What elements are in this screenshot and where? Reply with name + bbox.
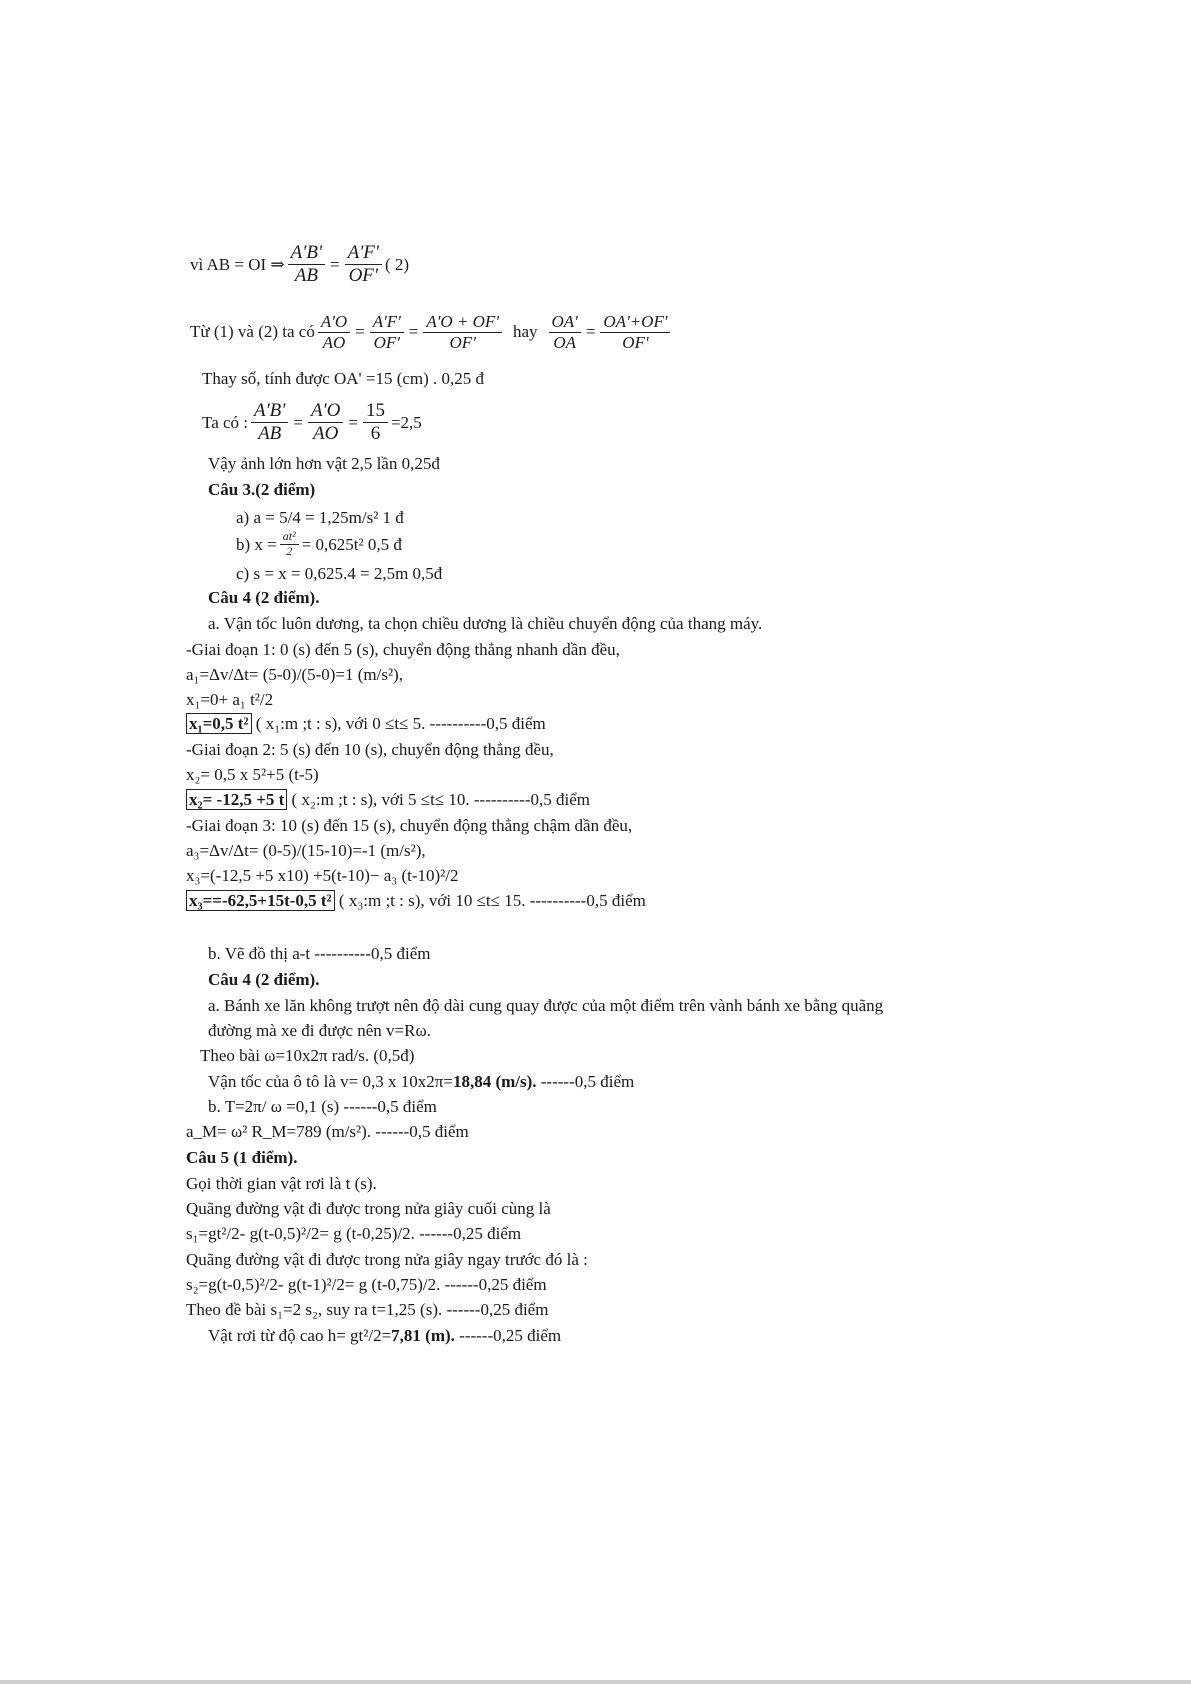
fraction	[549, 312, 581, 352]
text-line-22	[186, 891, 646, 911]
text-part: ------0,25 điểm	[454, 1326, 562, 1345]
equals-sign: =	[330, 254, 340, 274]
equals-sign: =	[348, 412, 358, 432]
text-line-34: s₁=gt²/2- g(t-0,5)²/2= g (t-0,25)/2. ------0,25 điểm	[186, 1224, 522, 1243]
bold-result: 18,84 (m/s).	[452, 1072, 537, 1091]
page-bottom-edge	[0, 1680, 1191, 1684]
fraction	[308, 400, 343, 445]
section-heading-cau-4-b: Câu 4 (2 điểm).	[208, 970, 320, 989]
eq-line-2	[190, 312, 673, 352]
numerator: OA'+OF'	[600, 312, 670, 333]
text-line-37: Theo đề bài s₁=2 s₂, suy ra t=1,25 (s). ------0,25 điểm	[186, 1300, 549, 1319]
text-part: Vật rơi từ độ cao h= gt²/2=	[208, 1326, 392, 1345]
denominator: OF'	[449, 332, 476, 352]
eq-prefix: b) x =	[236, 534, 277, 554]
text-line-29: b. T=2π/ ω =0,1 (s) ------0,5 điểm	[208, 1097, 437, 1116]
text-line-9: c) s = x = 0,625.4 = 2,5m 0,5đ	[236, 564, 443, 583]
fraction	[318, 312, 350, 352]
text-part: ------0,5 điểm	[536, 1072, 635, 1091]
eq-result: =2,5	[390, 412, 422, 432]
connector-word: hay	[512, 322, 538, 342]
numerator: A'O	[308, 400, 343, 423]
text-line-19: -Giai đoạn 3: 10 (s) đến 15 (s), chuyển động thẳng chậm dần đều,	[186, 816, 633, 835]
text-line-38	[208, 1326, 561, 1346]
denominator: OF'	[622, 332, 649, 352]
fraction	[370, 312, 404, 352]
denominator: AB	[258, 422, 282, 444]
boxed-result: x₃==-62,5+15t-0,5 t²	[186, 890, 335, 911]
text-line-7: a) a = 5/4 = 1,25m/s² 1 đ	[236, 508, 404, 527]
fraction	[345, 242, 382, 287]
boxed-result: x₂= -12,5 +5 t	[186, 789, 287, 810]
text-line-18	[186, 790, 590, 810]
numerator: A'O	[318, 312, 350, 333]
text-line-17: x₂= 0,5 x 5²+5 (t-5)	[186, 765, 319, 784]
eq-line-8	[236, 530, 402, 559]
eq-prefix: Từ (1) và (2) ta có	[190, 322, 315, 342]
eq-result: = 0,625t² 0,5 đ	[301, 534, 402, 554]
numerator: A'B'	[288, 242, 325, 265]
eq-prefix: vì AB = OI ⇒	[190, 254, 285, 274]
text-part: Vận tốc của ô tô là v= 0,3 x 10x2π=	[208, 1072, 453, 1091]
result-condition: ( x₃:m ;t : s), với 10 ≤t≤ 15. ----------0,5 điểm	[338, 891, 646, 910]
denominator: AO	[322, 332, 346, 352]
section-heading-cau-3: Câu 3.(2 điểm)	[208, 480, 316, 499]
text-line-36: s₂=g(t-0,5)²/2- g(t-1)²/2= g (t-0,75)/2. ------0,25 điểm	[186, 1275, 547, 1294]
text-line-11: a. Vận tốc luôn dương, ta chọn chiều dương là chiều chuyển động của thang máy.	[208, 614, 763, 633]
text-line-15	[186, 714, 546, 734]
fraction	[280, 530, 299, 559]
text-line-33: Quãng đường vật đi được trong nửa giây cuối cùng là	[186, 1199, 551, 1218]
result-condition: ( x₂:m ;t : s), với 5 ≤t≤ 10. ----------0,5 điểm	[291, 790, 590, 809]
fraction	[600, 312, 670, 352]
text-line-28	[208, 1072, 634, 1092]
eq-line-4	[202, 400, 422, 445]
equals-sign: =	[355, 322, 365, 342]
eq-prefix: Ta có :	[202, 412, 249, 432]
numerator: A'B'	[251, 400, 288, 423]
text-line-30: a_M= ω² R_M=789 (m/s²). ------0,5 điểm	[186, 1122, 469, 1141]
text-line-12: -Giai đoạn 1: 0 (s) đến 5 (s), chuyển động thẳng nhanh dần đều,	[186, 640, 620, 659]
text-line-27: Theo bài ω=10x2π rad/s. (0,5đ)	[200, 1046, 415, 1065]
equals-sign: =	[585, 322, 596, 342]
denominator: 6	[370, 422, 381, 444]
text-line-14: x₁=0+ a₁ t²/2	[186, 690, 274, 709]
fraction	[288, 242, 325, 287]
numerator: A'O + OF'	[423, 312, 502, 333]
denominator: AB	[294, 264, 318, 286]
section-heading-cau-4: Câu 4 (2 điểm).	[208, 588, 320, 607]
result-condition: ( x₁:m ;t : s), với 0 ≤t≤ 5. ----------0,5 điểm	[255, 714, 546, 733]
numerator: A'F'	[370, 312, 404, 333]
text-line-13: a₁=Δv/Δt= (5-0)/(5-0)=1 (m/s²),	[186, 665, 403, 684]
fraction	[423, 312, 502, 352]
fraction	[251, 400, 288, 445]
text-line-32: Gọi thời gian vật rơi là t (s).	[186, 1174, 377, 1193]
equation-tag: ( 2)	[384, 254, 410, 274]
denominator: OF'	[348, 264, 378, 286]
boxed-result: x₁=0,5 t²	[186, 713, 252, 734]
text-line-21: x₃=(-12,5 +5 x10) +5(t-10)− a₃ (t-10)²/2	[186, 866, 459, 885]
text-line-26: đường mà xe đi được nên v=Rω.	[208, 1021, 431, 1040]
denominator: OF'	[373, 332, 400, 352]
text-line-20: a₃=Δv/Δt= (0-5)/(15-10)=-1 (m/s²),	[186, 841, 426, 860]
bold-result: 7,81 (m).	[391, 1326, 455, 1345]
section-heading-cau-5: Câu 5 (1 điểm).	[186, 1148, 298, 1167]
text-line-23: b. Vẽ đồ thị a-t ----------0,5 điểm	[208, 944, 431, 963]
fraction	[363, 400, 388, 445]
equals-sign: =	[293, 412, 303, 432]
denominator: AO	[312, 422, 339, 444]
text-line-35: Quãng đường vật đi được trong nửa giây ngay trước đó là :	[186, 1250, 588, 1269]
text-line-3: Thay số, tính được OA' =15 (cm) . 0,25 đ	[202, 369, 485, 388]
numerator: OA'	[549, 312, 581, 333]
numerator: at²	[280, 530, 299, 545]
eq-line-1	[190, 242, 409, 287]
text-line-25: a. Bánh xe lăn không trượt nên độ dài cung quay được của một điểm trên vành bánh xe bằng quãng	[208, 996, 884, 1015]
numerator: A'F'	[345, 242, 382, 265]
text-line-16: -Giai đoạn 2: 5 (s) đến 10 (s), chuyển động thẳng đều,	[186, 740, 554, 759]
equals-sign: =	[408, 322, 419, 342]
denominator: 2	[286, 543, 293, 558]
text-line-5: Vậy ảnh lớn hơn vật 2,5 lần 0,25đ	[208, 454, 440, 473]
numerator: 15	[363, 400, 388, 423]
denominator: OA	[553, 332, 576, 352]
